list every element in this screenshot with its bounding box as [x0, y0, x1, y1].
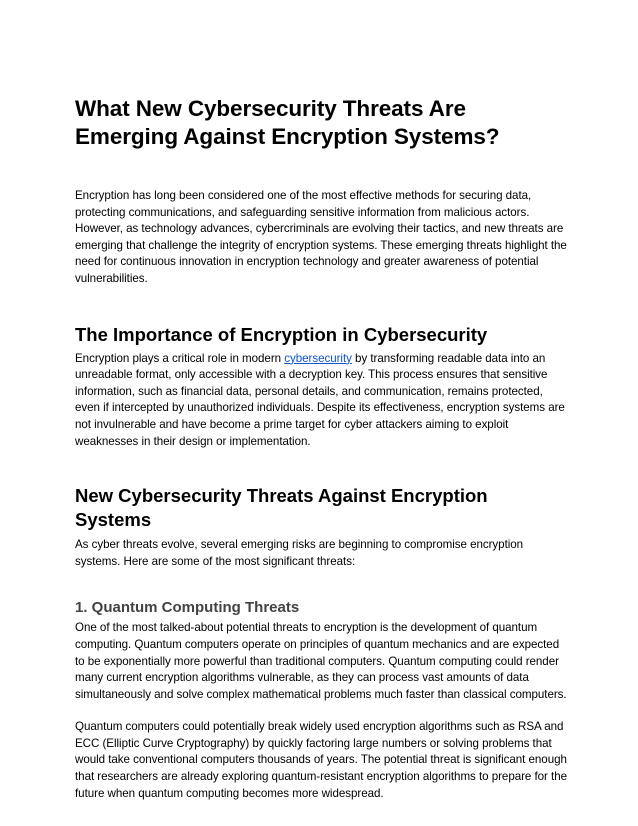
document-page [75, 95, 567, 802]
importance-paragraph [75, 351, 567, 451]
importance-text-end: by transforming readable data into an unreadable format, only accessible with a decryption key. This process ensures that sensitive information, such as financial data, personal details, and communication, remains protected, even if intercepted by unauthorized individuals. Despite its effectiveness, encryption systems are not invulnerable and have become a prime target for cyber attackers aiming to exploit weaknesses in their design or implementation. [75, 351, 565, 448]
quantum-paragraph-1: One of the most talked-about potential threats to encryption is the development of quantum computing. Quantum computers operate on principles of quantum mechanics and are expected to be exponentially more powerful than traditional computers. Quantum computing could render many current encryption algorithms vulnerable, as they can process vast amounts of data simultaneously and solve complex mathematical problems much faster than classical computers. [75, 621, 567, 701]
quantum-paragraph-2: Quantum computers could potentially break widely used encryption algorithms such as RSA and ECC (Elliptic Curve Cryptography) by quickly factoring large numbers or solving problems that would take conventional computers thousands of years. The potential threat is significant enough that researchers are already exploring quantum-resistant encryption algorithms to prepare for the future when quantum computing becomes more widespread. [75, 720, 568, 800]
new-threats-paragraph: As cyber threats evolve, several emerging risks are beginning to compromise encryption systems. Here are some of the most significant threats: [75, 538, 524, 568]
intro-paragraph: Encryption has long been considered one of the most effective methods for securing data, protecting communications, and safeguarding sensitive information from malicious actors. However, as technology advances, cybercriminals are evolving their tactics, and new threats are emerging that challenge the integrity of encryption systems. These emerging threats highlight the need for continuous innovation in encryption technology and greater awareness of potential vulnerabilities. [75, 189, 567, 285]
section-heading-quantum: 1. Quantum Computing Threats [75, 599, 300, 617]
cybersecurity-link[interactable]: cybersecurity [284, 351, 352, 365]
importance-text-start: Encryption plays a critical role in modern [75, 351, 285, 365]
section-heading-new-threats: New Cybersecurity Threats Against Encryption Systems [75, 485, 488, 531]
page-title: What New Cybersecurity Threats Are Emerging Against Encryption Systems? [75, 96, 500, 149]
section-heading-importance: The Importance of Encryption in Cybersecurity [75, 323, 488, 345]
